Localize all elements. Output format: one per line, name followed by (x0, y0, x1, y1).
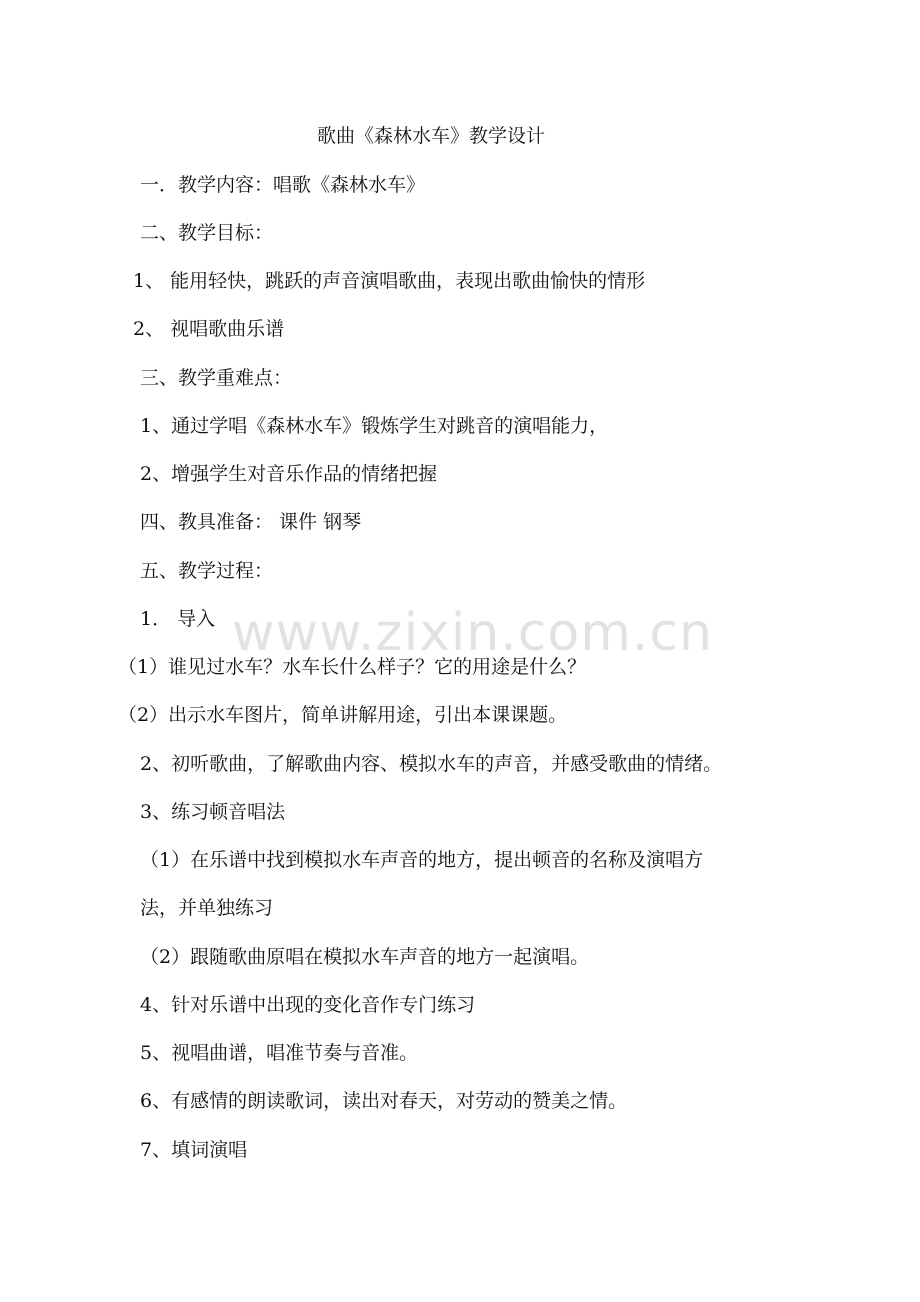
process-step-1: 1． 导入 (140, 608, 216, 630)
process-step-3-sub-1: （1）在乐谱中找到模拟水车声音的地方，提出顿音的名称及演唱方 (140, 849, 704, 871)
process-step-7: 7、填词演唱 (140, 1139, 248, 1161)
goal-item-1: 1、 能用轻快，跳跃的声音演唱歌曲，表现出歌曲愉快的情形 (133, 270, 646, 292)
process-step-4: 4、针对乐谱中出现的变化音作专门练习 (140, 994, 476, 1016)
section-goals: 二、教学目标： (140, 222, 274, 244)
section-process: 五、教学过程： (140, 560, 274, 582)
key-point-2: 2、增强学生对音乐作品的情绪把握 (140, 463, 438, 485)
process-step-5: 5、视唱曲谱，唱准节奏与音准。 (140, 1042, 419, 1064)
section-content: 一．教学内容：唱歌《森林水车》 (140, 174, 426, 196)
section-materials: 四、教具准备： 课件 钢琴 (140, 511, 362, 533)
process-substep-2: （2）出示水车图片，简单讲解用途，引出本课课题。 (118, 704, 568, 726)
watermark: www.zixin.com.cn (232, 603, 713, 663)
process-step-3-sub-1-continued: 法，并单独练习 (140, 897, 274, 919)
process-substep-1: （1）谁见过水车？水车长什么样子？它的用途是什么？ (118, 656, 587, 678)
goal-item-2: 2、 视唱歌曲乐谱 (133, 318, 285, 340)
section-key-points: 三、教学重难点： (140, 367, 293, 389)
process-step-2: 2、初听歌曲，了解歌曲内容、模拟水车的声音，并感受歌曲的情绪。 (140, 753, 723, 775)
document-title: 歌曲《森林水车》教学设计 (316, 125, 545, 147)
process-step-3: 3、练习顿音唱法 (140, 801, 286, 823)
key-point-1: 1、通过学唱《森林水车》锻炼学生对跳音的演唱能力， (140, 415, 609, 437)
process-step-6: 6、有感情的朗读歌词，读出对春天，对劳动的赞美之情。 (140, 1090, 628, 1112)
process-step-3-sub-2: （2）跟随歌曲原唱在模拟水车声音的地方一起演唱。 (140, 946, 590, 968)
